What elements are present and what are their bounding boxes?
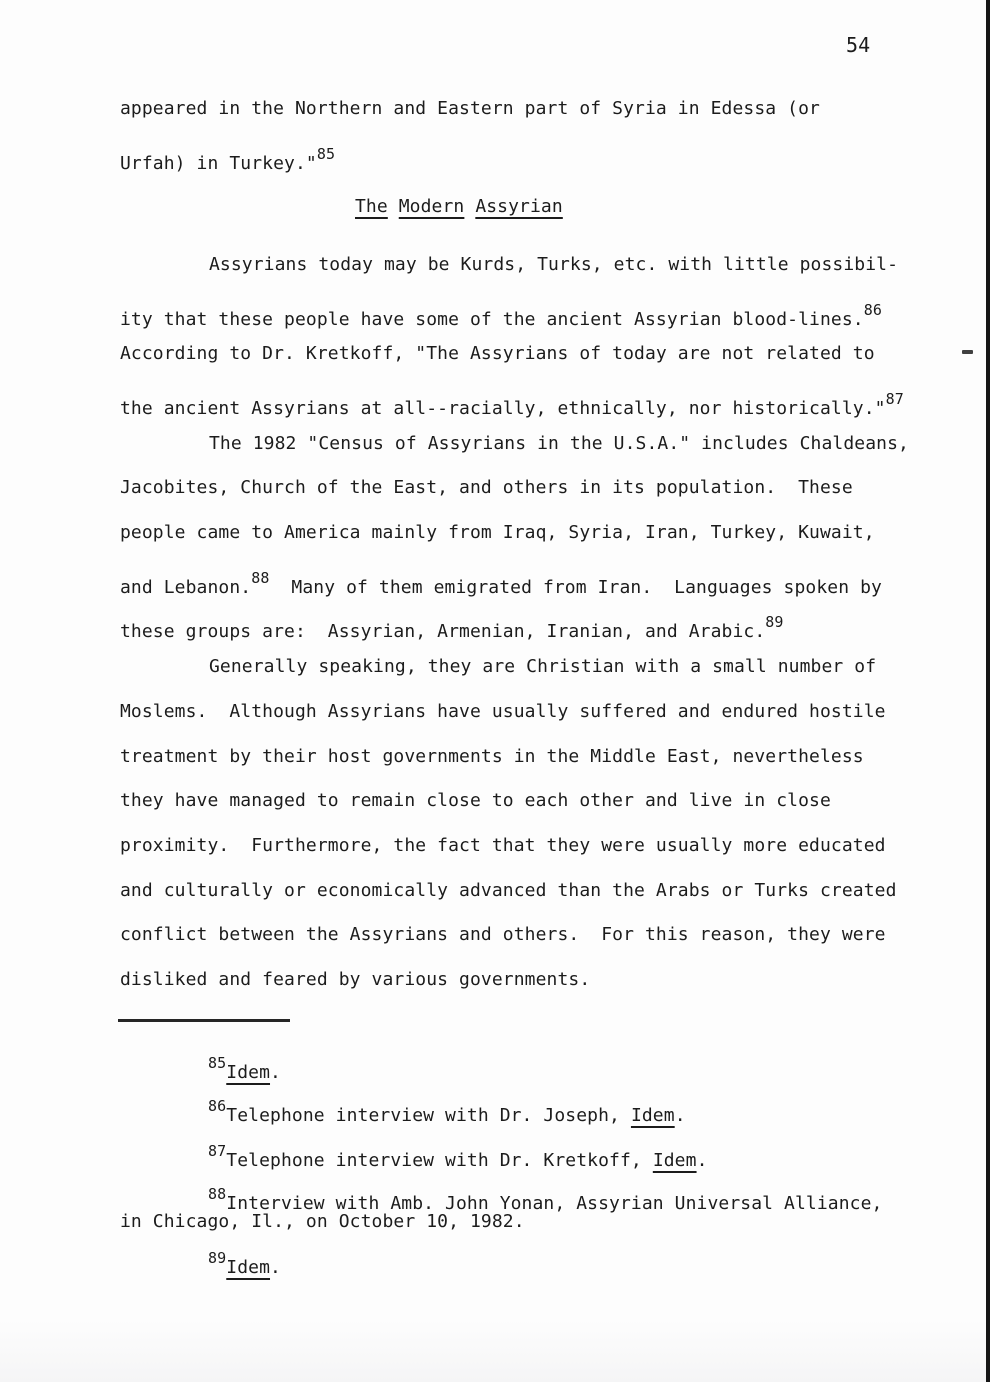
text-column xyxy=(120,87,930,1278)
footnote-ref: 88 xyxy=(251,568,270,587)
underlined-term: Idem xyxy=(652,1149,697,1171)
footnote-line xyxy=(120,1181,930,1214)
footnote-ref: 86 xyxy=(863,300,882,319)
footnote-number: 85 xyxy=(208,1053,227,1072)
text-run: Telephone interview with Dr. Kretkoff, xyxy=(226,1149,653,1171)
text-line xyxy=(120,422,930,467)
text-run: . xyxy=(270,1256,281,1278)
text-run: they have managed to remain close to each other and live in close xyxy=(120,790,831,812)
text-run: Jacobites, Church of the East, and others in its population. These xyxy=(120,477,853,499)
text-run: these groups are: Assyrian, Armenian, Iranian, and Arabic. xyxy=(120,621,766,643)
footnote-ref: 85 xyxy=(316,144,336,163)
text-run: treatment by their host governments in the Middle East, nevertheless xyxy=(120,745,864,767)
text-run: Many of them emigrated from Iran. Languages spoken by xyxy=(269,576,882,598)
text-line xyxy=(120,913,930,958)
underlined-term: Idem xyxy=(226,1061,271,1083)
footnote-line xyxy=(120,1093,930,1126)
footnote xyxy=(120,1181,930,1235)
footnote-number: 87 xyxy=(208,1141,227,1160)
footnotes-section xyxy=(120,1050,930,1278)
page-number: 54 xyxy=(846,33,871,57)
text-run: Moslems. Although Assyrians have usually suffered and endured hostile xyxy=(120,700,886,722)
heading-word: Modern xyxy=(398,195,465,217)
text-run: Telephone interview with Dr. Joseph, xyxy=(226,1104,631,1126)
footnote-separator xyxy=(118,1019,290,1022)
text-run: . xyxy=(674,1104,686,1126)
text-line xyxy=(120,824,930,869)
text-run: proximity. Furthermore, the fact that they were usually more educated xyxy=(120,834,886,856)
heading-word: The xyxy=(355,195,388,217)
text-run: According to Dr. Kretkoff, "The Assyrians of today are not related to xyxy=(120,343,875,365)
text-line xyxy=(120,87,930,132)
intro-paragraph xyxy=(120,87,930,176)
section-heading xyxy=(355,185,930,230)
footnote-number: 88 xyxy=(208,1184,227,1203)
text-run: appeared in the Northern and Eastern part of Syria in Edessa (or xyxy=(120,98,820,119)
text-line xyxy=(120,288,930,333)
text-line xyxy=(120,243,930,288)
text-run: ity that these people have some of the ancient Assyrian blood-lines. xyxy=(120,308,864,330)
footnote xyxy=(120,1093,930,1126)
text-line xyxy=(120,511,930,556)
text-run: Generally speaking, they are Christian with a small number of xyxy=(209,656,877,678)
heading-word: Assyrian xyxy=(475,195,563,217)
footnote-line xyxy=(120,1050,930,1083)
text-run: people came to America mainly from Iraq, Syria, Iran, Turkey, Kuwait, xyxy=(120,522,875,544)
footnote-ref: 89 xyxy=(765,613,784,632)
text-run: the ancient Assyrians at all--racially, ethnically, nor historically." xyxy=(120,398,886,420)
text-line xyxy=(120,377,930,422)
text-run: conflict between the Assyrians and others. For this reason, they were xyxy=(120,924,886,946)
underlined-term: Idem xyxy=(226,1256,271,1278)
text-line xyxy=(120,779,930,824)
text-line xyxy=(120,645,930,690)
footnote-ref: 87 xyxy=(885,390,904,409)
body-paragraphs xyxy=(120,243,930,1003)
footnote xyxy=(120,1050,930,1083)
footnote-line xyxy=(120,1245,930,1278)
text-run: and Lebanon. xyxy=(120,576,252,598)
text-line xyxy=(120,466,930,511)
text-line xyxy=(120,869,930,914)
footnote-number: 86 xyxy=(208,1096,227,1115)
text-line xyxy=(120,690,930,735)
text-line xyxy=(120,332,930,377)
text-line xyxy=(120,556,930,601)
footnote-line xyxy=(120,1138,930,1171)
underlined-term: Idem xyxy=(630,1104,675,1126)
text-run: Assyrians today may be Kurds, Turks, etc. with little possibil- xyxy=(209,253,899,275)
footnote-number: 89 xyxy=(208,1248,227,1267)
footnote xyxy=(120,1138,930,1171)
text-run: and culturally or economically advanced than the Arabs or Turks created xyxy=(120,879,897,901)
text-run: . xyxy=(696,1149,708,1171)
scan-artifact-dash xyxy=(962,350,973,354)
text-line xyxy=(120,132,930,177)
text-run: Urfah) in Turkey." xyxy=(120,152,317,174)
text-line xyxy=(120,735,930,780)
text-run: in Chicago, Il., on October 10, 1982. xyxy=(120,1210,525,1232)
text-run: . xyxy=(270,1061,281,1083)
text-line xyxy=(120,958,930,1003)
text-run: Interview with Amb. John Yonan, Assyrian Universal Alliance, xyxy=(226,1192,883,1214)
text-run: disliked and feared by various governments. xyxy=(120,968,591,990)
text-run: The 1982 "Census of Assyrians in the U.S.A." includes Chaldeans, xyxy=(209,432,909,454)
text-line xyxy=(120,600,930,645)
scan-edge-bar xyxy=(986,0,990,1382)
footnote xyxy=(120,1245,930,1278)
